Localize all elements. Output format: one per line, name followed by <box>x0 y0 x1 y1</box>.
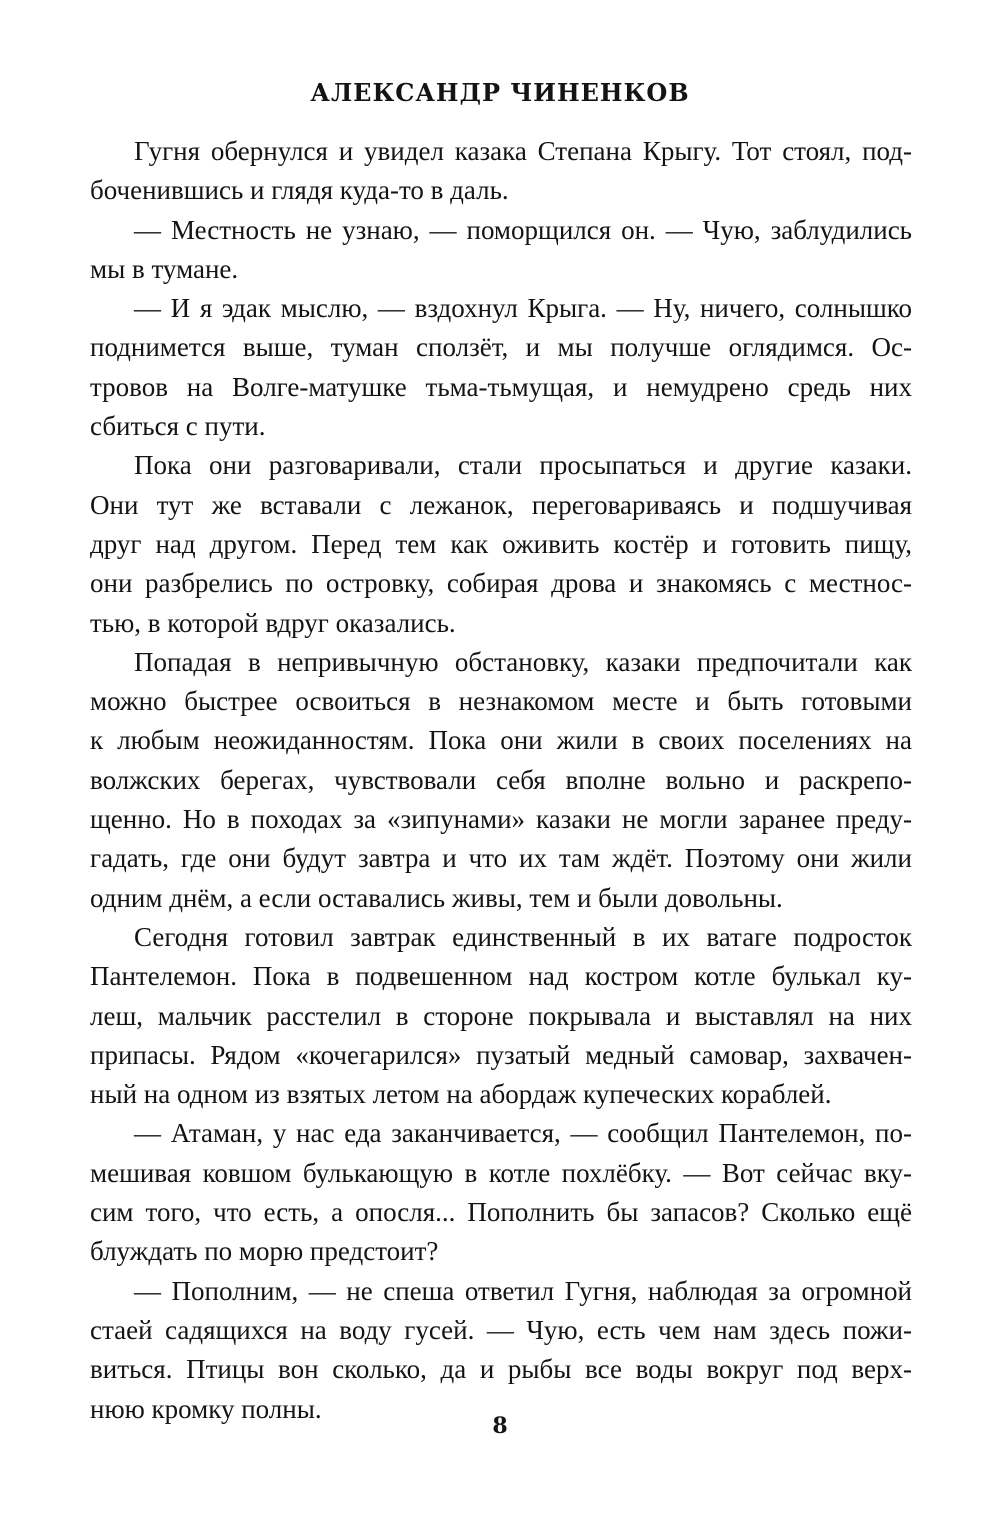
paragraph <box>90 1114 912 1271</box>
text-line: мешивая ковшом булькающую в котле похлёбку. — Вот сейчас вку- <box>90 1157 912 1188</box>
text-line: они разбрелись по островку, собирая дрова и знакомясь с местнос- <box>90 568 912 599</box>
text-line: друг над другом. Перед тем как оживить костёр и готовить пищу, <box>90 528 912 559</box>
text-line: Попадая в непривычную обстановку, казаки предпочитали как <box>134 646 912 677</box>
text-line: волжских берегах, чувствовали себя вполне вольно и раскрепо- <box>90 764 912 795</box>
paragraph <box>90 211 912 290</box>
text-line: поднимется выше, туман сползёт, и мы получше оглядимся. Ос- <box>90 332 912 363</box>
text-line: мы в тумане. <box>90 253 239 284</box>
paragraph <box>90 446 912 642</box>
text-line: тровов на Волге-матушке тьма-тьмущая, и немудрено средь них <box>90 371 912 402</box>
paragraph <box>90 643 912 918</box>
paragraph <box>90 918 912 1114</box>
text-line: — Атаман, у нас еда заканчивается, — сообщил Пантелемон, по- <box>134 1118 912 1149</box>
text-line: Сегодня готовил завтрак единственный в их ватаге подросток <box>134 921 912 952</box>
text-line: виться. Птицы вон сколько, да и рыбы все воды вокруг под верх- <box>90 1354 912 1385</box>
text-line: ный на одном из взятых летом на абордаж купеческих кораблей. <box>90 1079 832 1110</box>
text-line: Пока они разговаривали, стали просыпаться и другие казаки. <box>134 450 912 481</box>
paragraph <box>90 1272 912 1429</box>
text-line: леш, мальчик расстелил в стороне покрывала и выставлял на них <box>90 1000 912 1031</box>
text-line: стаей садящихся на воду гусей. — Чую, есть чем нам здесь пожи- <box>90 1314 912 1345</box>
text-line: к любым неожиданностям. Пока они жили в своих поселениях на <box>90 725 912 756</box>
text-line: сбиться с пути. <box>90 411 266 442</box>
text-line: припасы. Рядом «кочегарился» пузатый медный самовар, захвачен- <box>90 1039 912 1070</box>
text-line: щенно. Но в походах за «зипунами» казаки не могли заранее преду- <box>90 804 912 835</box>
paragraph <box>90 289 912 446</box>
text-line: Пантелемон. Пока в подвешенном над костром котле булькал ку- <box>90 961 912 992</box>
page-number: 8 <box>492 1413 508 1439</box>
text-line: блуждать по морю предстоит? <box>90 1236 439 1267</box>
text-line: нюю кромку полны. <box>90 1393 322 1424</box>
text-line: — Местность не узнаю, — поморщился он. — Чую, заблудились <box>134 214 912 245</box>
text-line: гадать, где они будут завтра и что их там ждёт. Поэтому они жили <box>90 843 912 874</box>
text-line: можно быстрее освоиться в незнакомом месте и быть готовыми <box>90 686 912 717</box>
text-line: — Пополним, — не спеша ответил Гугня, наблюдая за огромной <box>134 1275 912 1306</box>
text-line: Гугня обернулся и увидел казака Степана Крыгу. Тот стоял, под- <box>134 136 912 166</box>
text-line: тью, в которой вдруг оказались. <box>90 607 456 638</box>
running-head: АЛЕКСАНДР ЧИНЕНКОВ <box>310 78 690 107</box>
body-text <box>90 132 912 1429</box>
text-line: Они тут же вставали с лежанок, переговариваясь и подшучивая <box>90 489 912 520</box>
text-line: — И я эдак мыслю, — вздохнул Крыга. — Ну, ничего, солнышко <box>134 293 912 324</box>
paragraph <box>90 132 912 211</box>
text-line: сим того, что есть, а опосля... Пополнить бы запасов? Сколько ещё <box>90 1197 912 1228</box>
text-line: одним днём, а если оставались живы, тем и были довольны. <box>90 882 783 913</box>
text-line: боченившись и глядя куда-то в даль. <box>90 175 509 206</box>
